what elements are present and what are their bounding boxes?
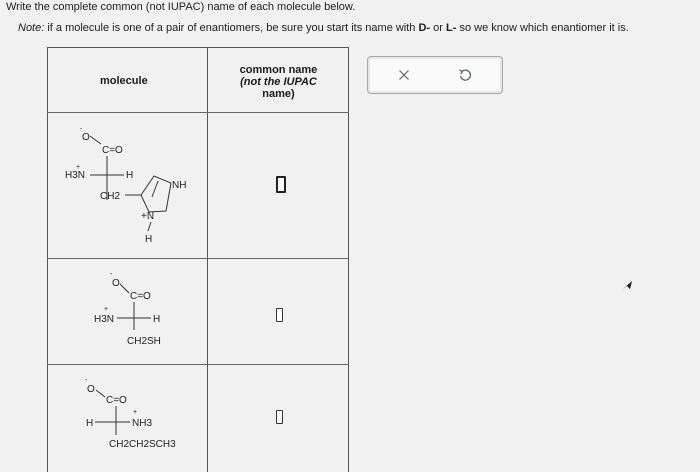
m1-minus-sign: - — [80, 126, 83, 133]
m1-ring-h: H — [145, 234, 153, 245]
m1-ring-n-plus: +N — [141, 211, 155, 222]
m1-carbonyl: C=O — [102, 145, 123, 156]
answer-input-2[interactable] — [276, 308, 283, 322]
note-or: or — [430, 22, 446, 34]
m1-plus-sign: + — [76, 164, 81, 171]
header-name-line1: common name — [239, 64, 318, 76]
header-name-line3: name) — [262, 88, 295, 100]
header-name-line2: (not the IUPAC — [240, 76, 317, 88]
m3-plus-sign: + — [133, 409, 138, 416]
answer-input-1[interactable] — [276, 176, 286, 193]
note-d: D- — [418, 22, 431, 34]
answer-input-3[interactable] — [276, 410, 283, 424]
mouse-cursor-icon — [622, 279, 634, 291]
m3-left-group: H — [86, 418, 94, 429]
m1-o-minus: O — [82, 132, 90, 143]
note-text-2: so we know which enantiomer it is. — [456, 22, 629, 34]
instructions-title: Write the complete common (not IUPAC) name of each molecule below. — [6, 1, 356, 13]
m1-left-group: H3N — [65, 170, 86, 181]
x-icon — [398, 69, 410, 81]
clear-button[interactable] — [395, 66, 413, 84]
note-prefix: Note: — [18, 22, 45, 34]
m2-right-group: H — [153, 314, 161, 325]
m3-side-chain: CH2CH2SCH3 — [109, 439, 176, 450]
m3-right-group: NH3 — [132, 418, 153, 429]
note-text-1: if a molecule is one of a pair of enantiomers, be sure you start its name with — [44, 22, 419, 34]
m2-o-minus: O — [112, 278, 120, 289]
undo-icon — [458, 68, 472, 82]
m1-ring-nh: NH — [172, 180, 187, 191]
m1-right-group: H — [126, 170, 134, 181]
header-molecule: molecule — [100, 75, 148, 87]
undo-button[interactable] — [456, 66, 474, 84]
m3-o-minus: O — [87, 384, 95, 395]
m2-plus-sign: + — [104, 306, 109, 313]
note-l: L- — [446, 22, 457, 34]
m3-minus-sign: - — [85, 377, 88, 384]
answer-toolbar — [367, 56, 503, 94]
m3-bond — [96, 390, 105, 397]
m2-left-group: H3N — [94, 314, 115, 325]
molecule-3-structure — [0, 0, 240, 470]
m1-side-chain: CH2 — [100, 191, 121, 202]
m2-side-chain: CH2SH — [127, 336, 161, 347]
m2-carbonyl: C=O — [130, 291, 151, 302]
m2-minus-sign: - — [110, 271, 113, 278]
m3-carbonyl: C=O — [106, 395, 127, 406]
